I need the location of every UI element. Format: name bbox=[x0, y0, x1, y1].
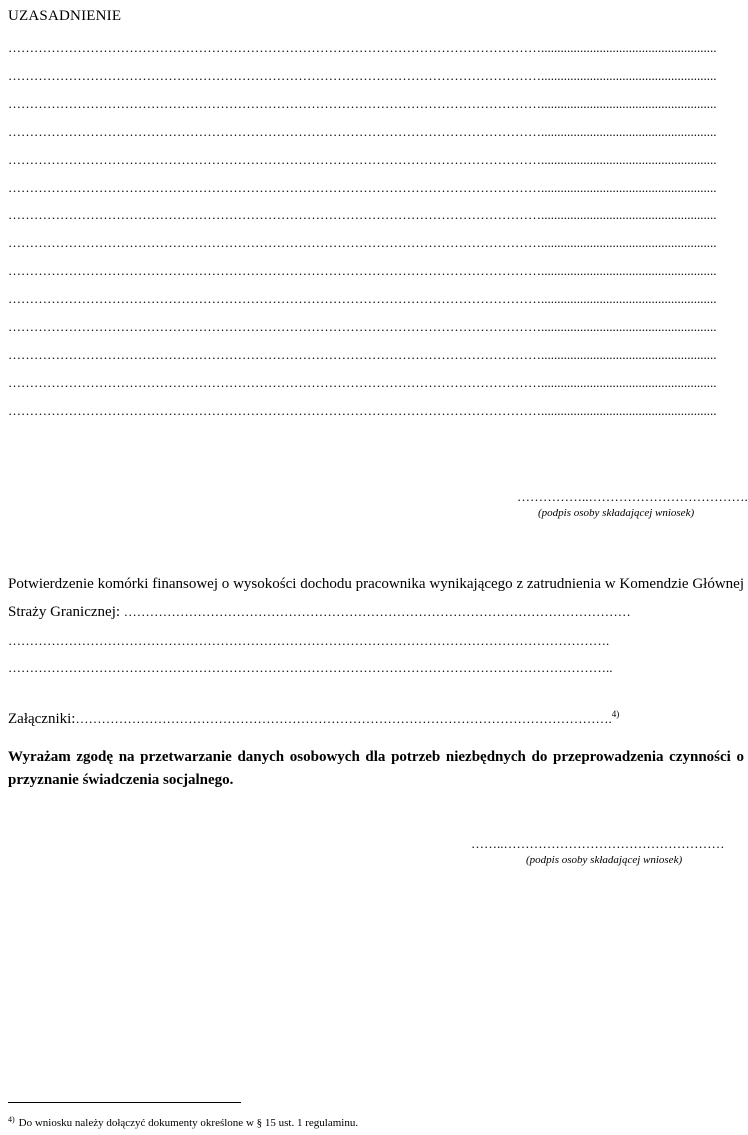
justification-line: ……………………………………………………………………………………………………………...................................................... bbox=[8, 263, 717, 279]
finance-confirmation-line-2: …………………………………………………………………………………………………………………………. bbox=[8, 633, 610, 648]
justification-line: ……………………………………………………………………………………………………………...................................................... bbox=[8, 179, 717, 195]
attachments-fill: ……………………………………………………………………………………………………………. bbox=[75, 711, 612, 726]
finance-confirmation-line-3: ………………………………………………………………………………………………………………………….. bbox=[8, 660, 613, 675]
finance-confirmation-text: Potwierdzenie komórki finansowej o wysokości dochodu pracownika wynikającego z zatrudnienia w Komendzie Głównej Straży Granicznej: bbox=[8, 576, 744, 620]
signature-caption-1: (podpis osoby składającej wniosek) bbox=[538, 507, 695, 519]
justification-line: ……………………………………………………………………………………………………………...................................................... bbox=[8, 207, 717, 223]
consent-statement: Wyrażam zgodę na przetwarzanie danych osobowych dla potrzeb niezbędnych do przeprowadzenia czynności o przyznanie świadczenia socjalnego. bbox=[8, 749, 744, 788]
attachments-line bbox=[8, 705, 744, 728]
justification-line: ……………………………………………………………………………………………………………...................................................... bbox=[8, 319, 717, 334]
footnote-text: Do wniosku należy dołączyć dokumenty określone w § 15 ust. 1 regulaminu. bbox=[18, 1117, 359, 1129]
footnote-number: 4) bbox=[8, 1115, 15, 1124]
finance-confirmation bbox=[8, 571, 744, 626]
justification-line: ……………………………………………………………………………………………………………...................................................... bbox=[8, 95, 717, 111]
justification-line: ……………………………………………………………………………………………………………...................................................... bbox=[8, 374, 717, 390]
finance-confirmation-fill: ……………………………………………………………………………………………………… bbox=[123, 604, 631, 619]
signature-line-2: ……..…………………………………………… bbox=[471, 836, 725, 851]
justification-line: ……………………………………………………………………………………………………………...................................................... bbox=[8, 151, 717, 167]
signature-line-1: ……………..………………………………. bbox=[517, 489, 748, 504]
justification-line: ……………………………………………………………………………………………………………...................................................... bbox=[8, 235, 717, 251]
justification-line: ……………………………………………………………………………………………………………...................................................... bbox=[8, 402, 717, 418]
justification-line: ……………………………………………………………………………………………………………...................................................... bbox=[8, 67, 717, 83]
justification-line: ……………………………………………………………………………………………………………...................................................... bbox=[8, 40, 717, 55]
justification-line: ……………………………………………………………………………………………………………...................................................... bbox=[8, 346, 717, 362]
attachments-label: Załączniki: bbox=[8, 711, 76, 727]
signature-caption-2: (podpis osoby składającej wniosek) bbox=[526, 854, 683, 866]
justification-line: ……………………………………………………………………………………………………………...................................................... bbox=[8, 123, 717, 139]
footnote bbox=[8, 1113, 358, 1130]
footnote-divider bbox=[8, 1102, 241, 1103]
footnote-ref: 4) bbox=[611, 709, 620, 719]
section-heading: UZASADNIENIE bbox=[8, 8, 122, 24]
justification-line: ……………………………………………………………………………………………………………...................................................... bbox=[8, 291, 717, 307]
